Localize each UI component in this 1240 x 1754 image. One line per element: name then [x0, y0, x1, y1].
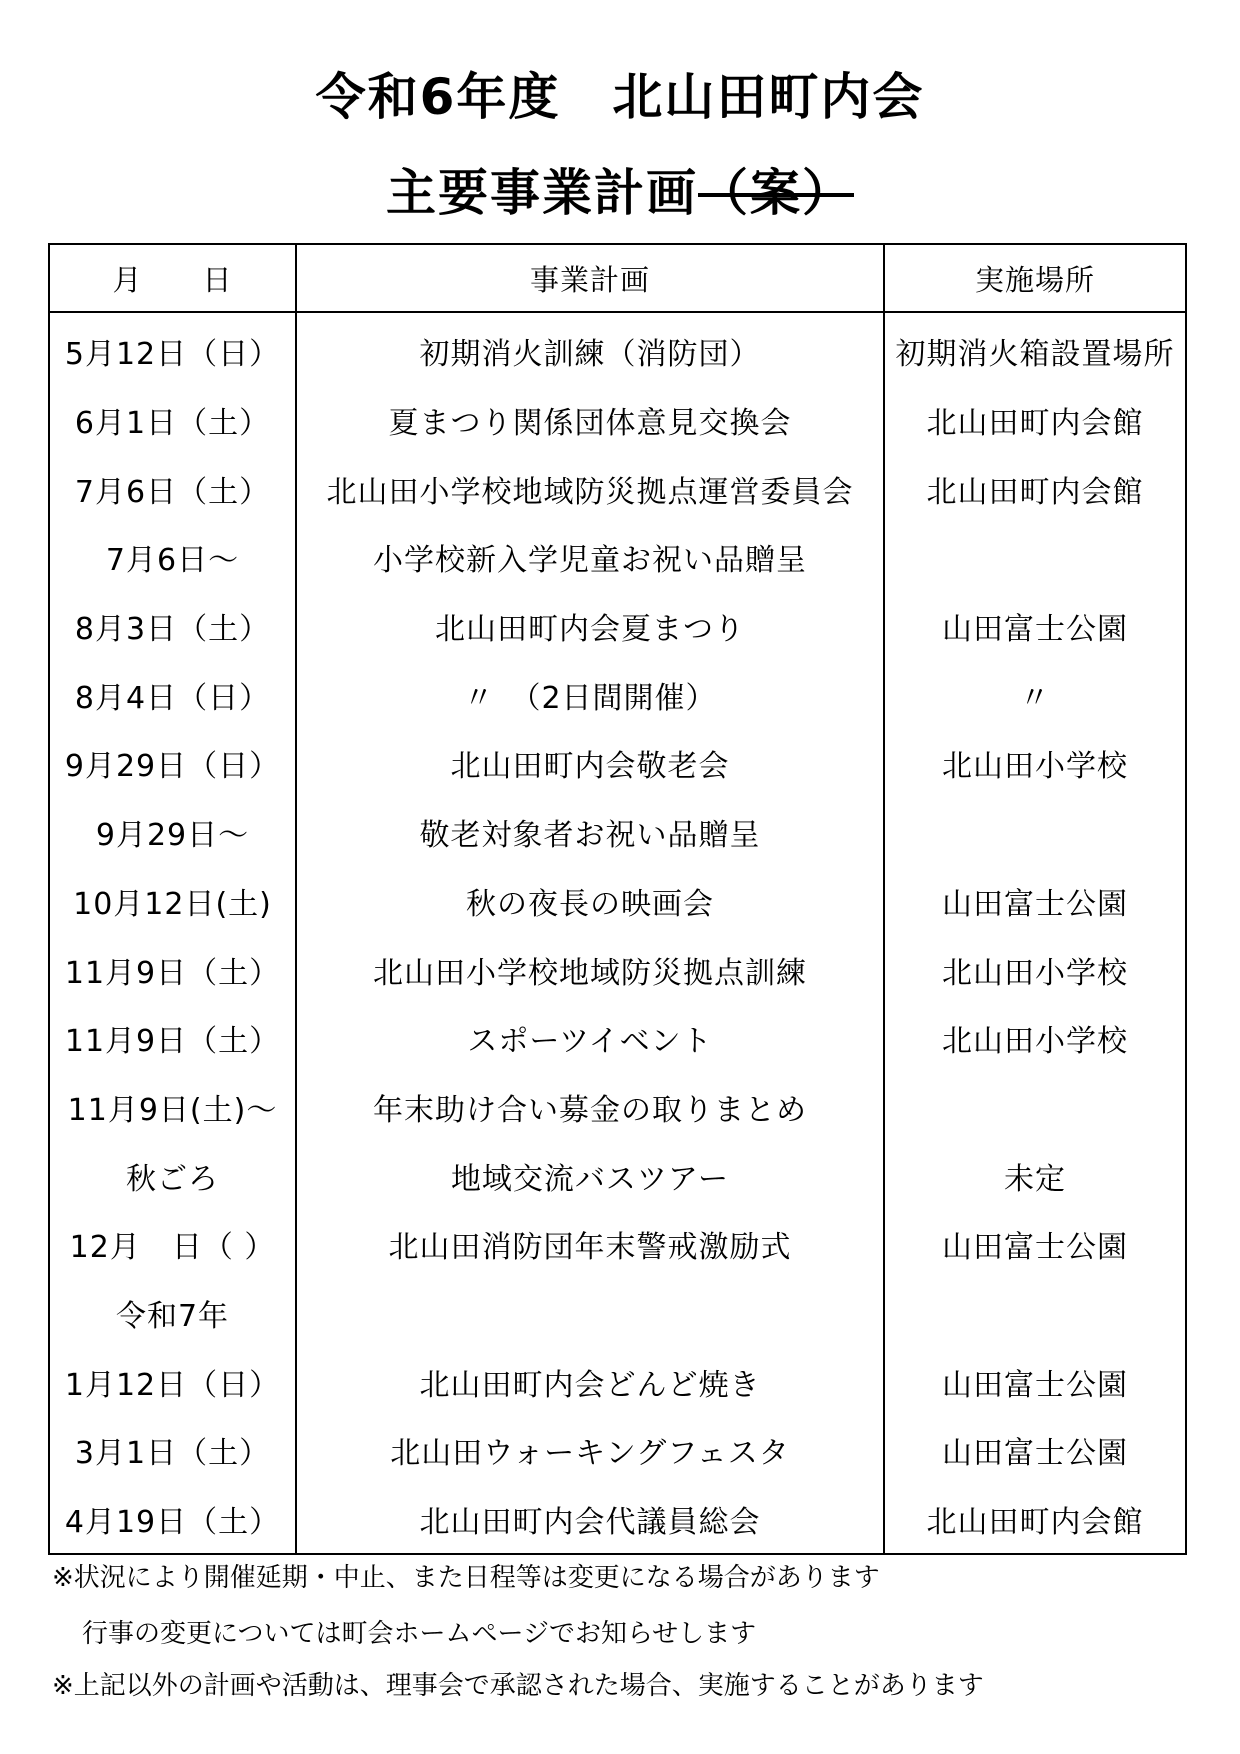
document-subtitle [0, 158, 1240, 228]
cell-place [884, 1073, 1186, 1142]
cell-date: 11月9日(土)～ [49, 1073, 296, 1142]
note-schedule-change: ※状況により開催延期・中止、また日程等は変更になる場合があります [52, 1563, 880, 1593]
cell-date: 12月 日（ ） [49, 1210, 296, 1279]
cell-event: 北山田消防団年末警戒激励式 [296, 1210, 884, 1279]
cell-place: 山田富士公園 [884, 1416, 1186, 1485]
cell-event: 北山田町内会夏まつり [296, 592, 884, 661]
cell-date: 10月12日(土) [49, 867, 296, 936]
cell-event: 〃 （2日間開催） [296, 660, 884, 729]
subtitle-main: 主要事業計画 [386, 164, 698, 222]
table-row [49, 660, 1186, 729]
table-row [49, 1210, 1186, 1279]
note-other-activities: ※上記以外の計画や活動は、理事会で承認された場合、実施することがあります [52, 1671, 984, 1701]
cell-date: 8月3日（土） [49, 592, 296, 661]
cell-place: 北山田町内会館 [884, 386, 1186, 455]
cell-event: 北山田小学校地域防災拠点運営委員会 [296, 454, 884, 523]
cell-event [296, 1279, 884, 1348]
cell-event: 小学校新入学児童お祝い品贈呈 [296, 523, 884, 592]
cell-date: 9月29日（日） [49, 729, 296, 798]
cell-date: 3月1日（土） [49, 1416, 296, 1485]
table-row [49, 1485, 1186, 1555]
cell-date: 秋ごろ [49, 1141, 296, 1210]
cell-date: 9月29日～ [49, 798, 296, 867]
cell-place: 北山田町内会館 [884, 454, 1186, 523]
cell-event: 北山田小学校地域防災拠点訓練 [296, 935, 884, 1004]
cell-place: 山田富士公園 [884, 867, 1186, 936]
cell-place: 初期消火箱設置場所 [884, 312, 1186, 386]
cell-place: 山田富士公園 [884, 1210, 1186, 1279]
table-row [49, 935, 1186, 1004]
cell-event: 夏まつり関係団体意見交換会 [296, 386, 884, 455]
cell-event: 敬老対象者お祝い品贈呈 [296, 798, 884, 867]
cell-date: 令和7年 [49, 1279, 296, 1348]
cell-place: 未定 [884, 1141, 1186, 1210]
cell-event: 秋の夜長の映画会 [296, 867, 884, 936]
table-row [49, 1073, 1186, 1142]
cell-event: 北山田町内会敬老会 [296, 729, 884, 798]
table-body [49, 312, 1186, 1554]
event-plan-table [48, 243, 1187, 1555]
table-row [49, 867, 1186, 936]
table-row [49, 523, 1186, 592]
note-homepage: 行事の変更については町会ホームページでお知らせします [82, 1619, 757, 1649]
cell-place: 北山田小学校 [884, 935, 1186, 1004]
table-row [49, 386, 1186, 455]
table-row [49, 1004, 1186, 1073]
cell-place: 山田富士公園 [884, 1347, 1186, 1416]
cell-date: 6月1日（土） [49, 386, 296, 455]
cell-place: 北山田町内会館 [884, 1485, 1186, 1555]
cell-event: 北山田ウォーキングフェスタ [296, 1416, 884, 1485]
cell-place [884, 1279, 1186, 1348]
cell-event: 北山田町内会代議員総会 [296, 1485, 884, 1555]
cell-date: 11月9日（土） [49, 1004, 296, 1073]
table-row [49, 1279, 1186, 1348]
cell-place [884, 798, 1186, 867]
table-row [49, 454, 1186, 523]
table-row [49, 312, 1186, 386]
cell-event: 年末助け合い募金の取りまとめ [296, 1073, 884, 1142]
cell-place: 山田富士公園 [884, 592, 1186, 661]
cell-date: 11月9日（土） [49, 935, 296, 1004]
header-event: 事業計画 [296, 244, 884, 312]
table-row [49, 1416, 1186, 1485]
cell-event: 北山田町内会どんど焼き [296, 1347, 884, 1416]
cell-event: 初期消火訓練（消防団） [296, 312, 884, 386]
cell-place [884, 523, 1186, 592]
header-date: 月 日 [49, 244, 296, 312]
table-row [49, 592, 1186, 661]
cell-date: 5月12日（日） [49, 312, 296, 386]
cell-place: 北山田小学校 [884, 1004, 1186, 1073]
table-header-row [49, 244, 1186, 312]
cell-date: 7月6日（土） [49, 454, 296, 523]
cell-place: 〃 [884, 660, 1186, 729]
cell-date: 4月19日（土） [49, 1485, 296, 1555]
cell-place: 北山田小学校 [884, 729, 1186, 798]
cell-event: 地域交流バスツアー [296, 1141, 884, 1210]
table-row [49, 1347, 1186, 1416]
cell-date: 1月12日（日） [49, 1347, 296, 1416]
table-row [49, 798, 1186, 867]
cell-date: 8月4日（日） [49, 660, 296, 729]
subtitle-struck-draft-mark: （案） [698, 164, 854, 222]
table-row [49, 729, 1186, 798]
table-row [49, 1141, 1186, 1210]
document-title: 令和6年度 北山田町内会 [315, 68, 925, 126]
cell-event: スポーツイベント [296, 1004, 884, 1073]
header-place: 実施場所 [884, 244, 1186, 312]
cell-date: 7月6日～ [49, 523, 296, 592]
